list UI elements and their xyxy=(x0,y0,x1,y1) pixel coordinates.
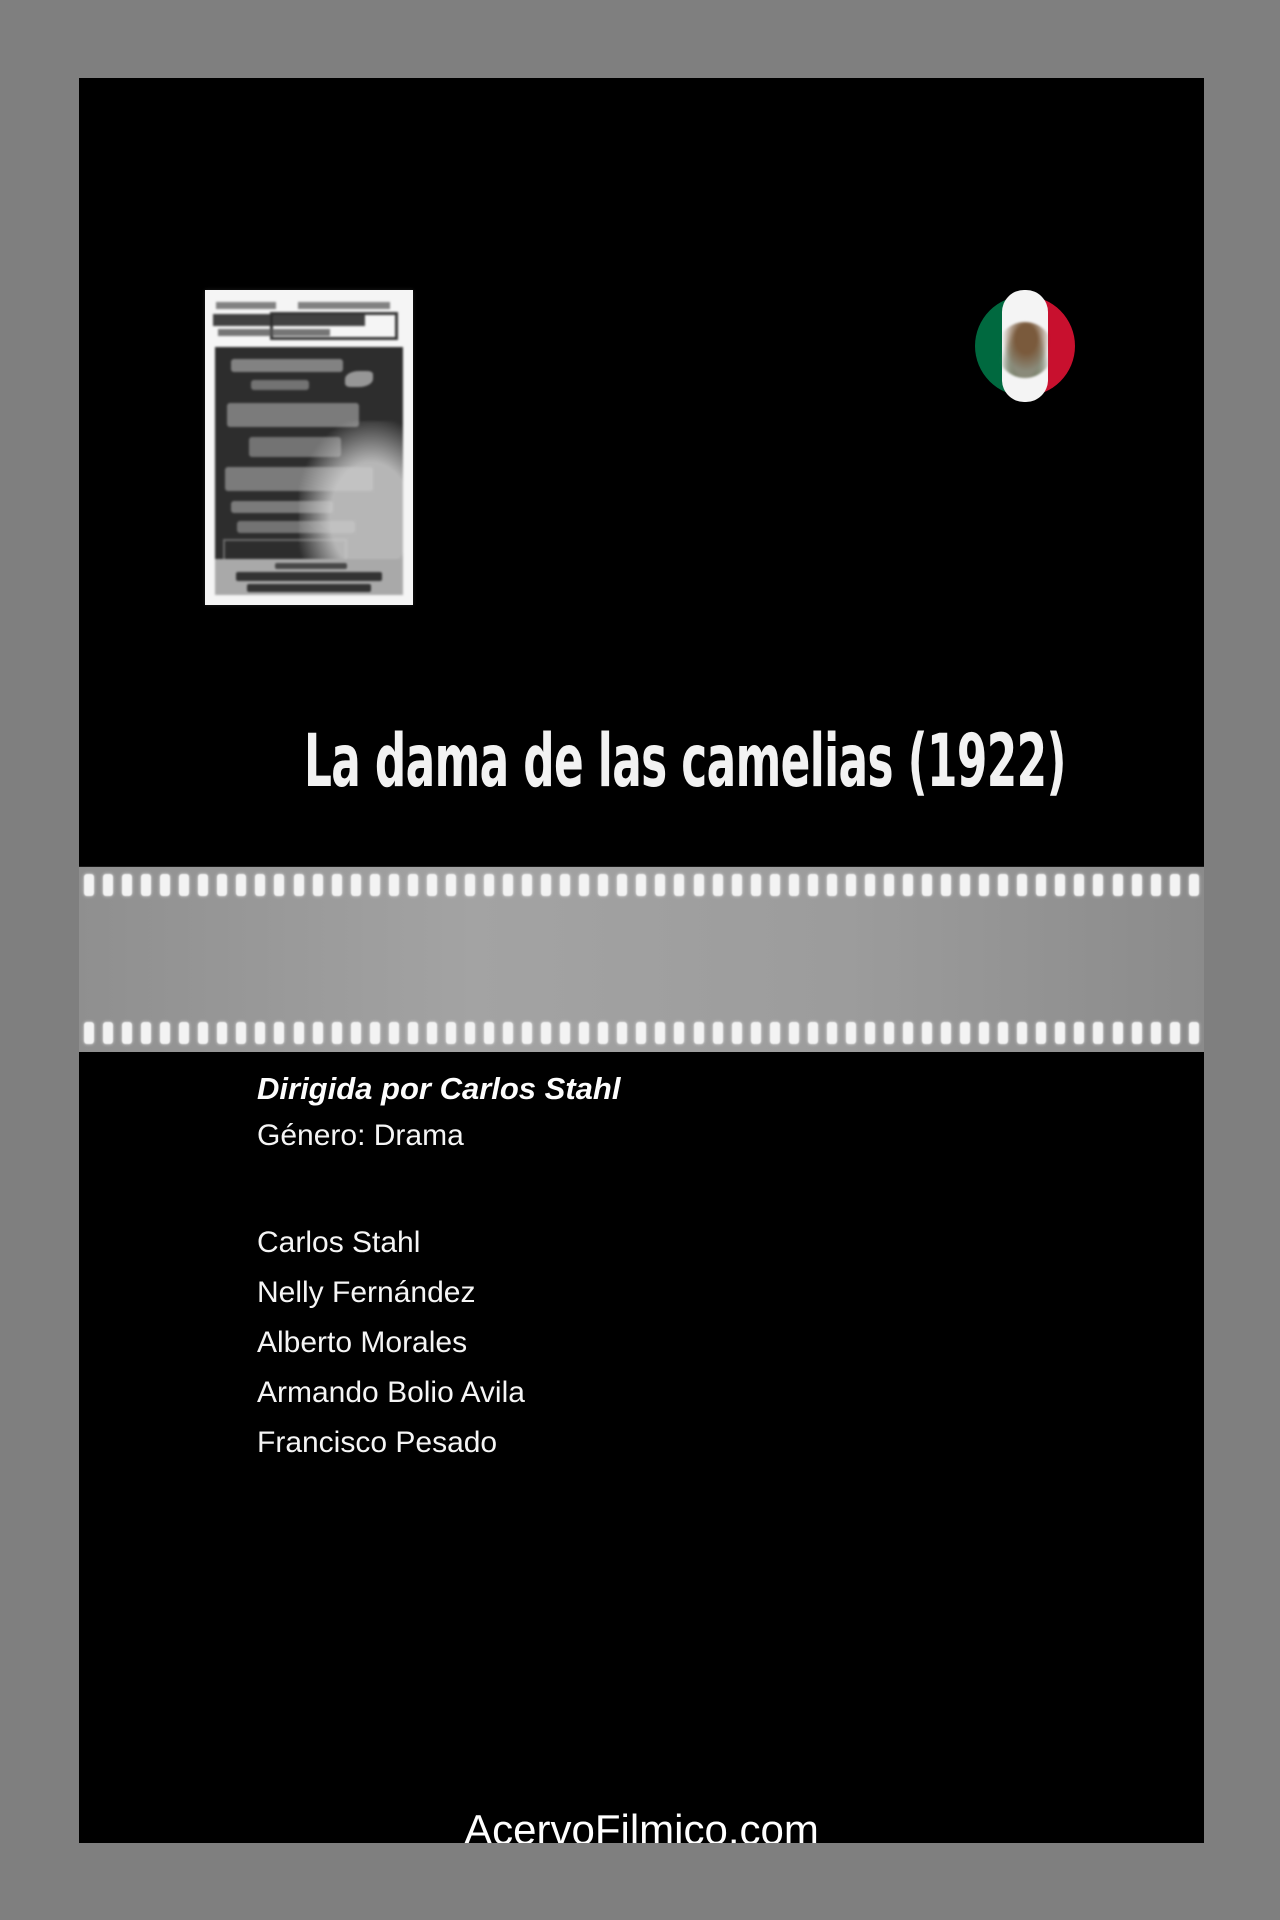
poster-art xyxy=(210,295,408,600)
poster-footer-strip xyxy=(215,559,403,595)
filmstrip-sprocket-holes-top xyxy=(79,874,1204,896)
poster-footer-line xyxy=(275,563,346,569)
movie-card xyxy=(79,78,1204,1843)
poster-footer-line xyxy=(247,584,371,592)
poster-bird-figure xyxy=(345,371,373,387)
filmstrip-sprocket-holes-bottom xyxy=(79,1022,1204,1044)
poster-header-line xyxy=(216,302,276,309)
poster-light-patch xyxy=(299,421,403,571)
poster-ad-block xyxy=(215,347,403,571)
movie-title: La dama de las camelias (1922) xyxy=(304,719,1066,804)
cast-list xyxy=(257,1218,525,1468)
filmstrip-graphic xyxy=(79,866,1204,1052)
poster-header-line xyxy=(213,314,365,326)
website-link[interactable]: AcervoFilmico.com xyxy=(464,1806,819,1843)
mexico-flag-icon xyxy=(975,290,1075,402)
cast-member: Carlos Stahl xyxy=(257,1226,421,1259)
genre-line: Género: Drama xyxy=(257,1119,464,1152)
cast-member: Francisco Pesado xyxy=(257,1426,498,1459)
cast-member: Armando Bolio Avila xyxy=(257,1376,525,1409)
poster-thumbnail xyxy=(205,290,413,605)
poster-footer-line xyxy=(236,572,383,581)
poster-text-line xyxy=(251,380,309,390)
poster-header-line xyxy=(218,329,330,336)
poster-text-line xyxy=(231,359,343,372)
poster-header-line xyxy=(298,302,390,309)
director-line: Dirigida por Carlos Stahl xyxy=(257,1071,621,1106)
flag-eagle-emblem xyxy=(997,322,1053,378)
cast-member: Nelly Fernández xyxy=(257,1276,476,1309)
cast-member: Alberto Morales xyxy=(257,1326,468,1359)
